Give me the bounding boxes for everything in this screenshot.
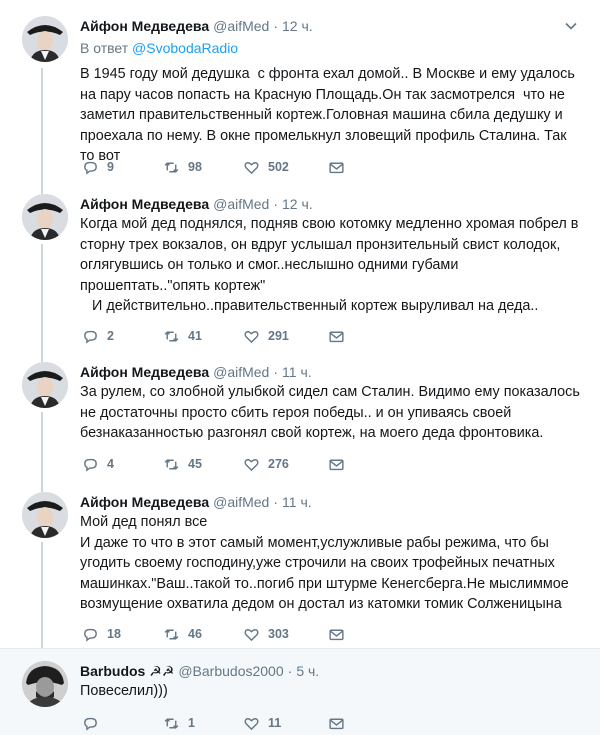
timestamp[interactable]: 12 ч. — [282, 196, 313, 212]
retweet-button[interactable] — [163, 713, 195, 733]
user-handle[interactable]: @Barbudos2000 — [178, 663, 284, 679]
avatar-image — [22, 194, 68, 240]
retweet-count: 41 — [188, 329, 202, 343]
retweet-button[interactable] — [163, 624, 202, 644]
direct-message-icon — [328, 159, 345, 176]
separator-dot: · — [273, 494, 279, 510]
tweet-header — [80, 194, 313, 214]
reply-count: 4 — [107, 457, 114, 471]
direct-message-button[interactable] — [328, 157, 353, 177]
tweet[interactable] — [0, 16, 600, 186]
timestamp[interactable]: 12 ч. — [282, 18, 313, 34]
like-icon — [243, 715, 260, 732]
tweet-header — [80, 661, 319, 681]
avatar[interactable] — [22, 16, 68, 62]
like-icon — [243, 328, 260, 345]
direct-message-icon — [328, 328, 345, 345]
direct-message-icon — [328, 626, 345, 643]
reply-icon — [82, 456, 99, 473]
direct-message-button[interactable] — [328, 326, 353, 346]
separator-dot: · — [273, 18, 279, 34]
reply-button[interactable] — [82, 454, 114, 474]
like-button[interactable] — [243, 624, 289, 644]
tweet-text: В 1945 году мой дедушка с фронта ехал домой.. В Москве и ему удалось на пару часов попасть на Красную Площадь.Он так засмотрелся что не заметил правительственный кортеж.Головная машина сбила дедушку и проехала по нему. В окне промелькнул зловещий профиль Сталина. Так то вот — [80, 66, 583, 164]
reply-prefix: В ответ — [80, 40, 133, 56]
timestamp[interactable]: 11 ч. — [282, 364, 312, 380]
avatar-image — [22, 661, 68, 707]
tweet-actions — [80, 624, 440, 644]
tweet[interactable] — [0, 492, 600, 648]
like-icon — [243, 456, 260, 473]
avatar[interactable] — [22, 194, 68, 240]
timestamp[interactable]: 11 ч. — [282, 494, 312, 510]
separator-dot: · — [273, 196, 279, 212]
display-name[interactable]: Айфон Медведева — [80, 494, 210, 510]
like-button[interactable] — [243, 713, 281, 733]
tweet-actions — [80, 454, 440, 474]
tweet-text: Мой дед понял все И даже то что в этот самый момент,услужливые рабы режима, что бы угодить своему господину,уже строчили на своих трофейных печатных машинках."Ваш..такой то..погиб при штурме Кенегсберга.Не мыслиммое возмущение охватила дедом он достал из катомки томик Солженицына — [80, 514, 569, 612]
retweet-count: 45 — [188, 457, 202, 471]
tweet-text: Когда мой дед поднялся, подняв свою котомку медленно хромая побрел в сторну трех вокзалов, он вдруг услышал пронзительный свист колодок, оглягувшись он только и смог..неслышно одними губами прошептать.."опять кортеж" И действительно..правительственный кортеж выруливал на деда.. — [80, 216, 579, 314]
retweet-icon — [163, 456, 180, 473]
reply-count: 18 — [107, 627, 121, 641]
like-count: 502 — [268, 160, 289, 174]
like-count: 291 — [268, 329, 289, 343]
like-button[interactable] — [243, 326, 289, 346]
tweet[interactable] — [0, 362, 600, 484]
tweet-actions — [80, 157, 440, 177]
like-icon — [243, 626, 260, 643]
tweet-header — [80, 362, 312, 382]
display-name[interactable]: Айфон Медведева — [80, 18, 210, 34]
reply-icon — [82, 626, 99, 643]
direct-message-button[interactable] — [328, 713, 353, 733]
chevron-down-icon[interactable] — [564, 19, 578, 33]
display-name[interactable]: Айфон Медведева — [80, 364, 210, 380]
retweet-button[interactable] — [163, 326, 202, 346]
reply-icon — [82, 159, 99, 176]
direct-message-icon — [328, 456, 345, 473]
reply-context — [80, 40, 238, 56]
avatar-image — [22, 362, 68, 408]
like-icon — [243, 159, 260, 176]
like-count: 303 — [268, 627, 289, 641]
avatar[interactable] — [22, 362, 68, 408]
reply-count: 9 — [107, 160, 114, 174]
retweet-icon — [163, 159, 180, 176]
separator-dot: · — [273, 364, 279, 380]
avatar-image — [22, 16, 68, 62]
tweet-header — [80, 492, 312, 512]
user-handle[interactable]: @aifMed — [213, 18, 270, 34]
direct-message-button[interactable] — [328, 624, 353, 644]
tweet-actions — [80, 713, 440, 733]
like-button[interactable] — [243, 157, 289, 177]
like-count: 11 — [268, 716, 282, 730]
retweet-icon — [163, 715, 180, 732]
retweet-count: 98 — [188, 160, 202, 174]
user-handle[interactable]: @aifMed — [213, 196, 270, 212]
display-name[interactable]: Айфон Медведева — [80, 196, 210, 212]
reply-to-link[interactable]: @SvobodaRadio — [132, 40, 239, 56]
tweet-text: Повеселил))) — [80, 683, 168, 699]
tweet[interactable] — [0, 194, 600, 354]
like-button[interactable] — [243, 454, 289, 474]
tweet-actions — [80, 326, 440, 346]
reply-icon — [82, 715, 99, 732]
reply-icon — [82, 328, 99, 345]
like-count: 276 — [268, 457, 289, 471]
retweet-count: 1 — [188, 716, 195, 730]
avatar[interactable] — [22, 661, 68, 707]
tweet-header — [80, 16, 313, 36]
retweet-icon — [163, 626, 180, 643]
retweet-icon — [163, 328, 180, 345]
avatar[interactable] — [22, 492, 68, 538]
separator-dot: · — [287, 663, 293, 679]
direct-message-icon — [328, 715, 345, 732]
reply-button[interactable] — [82, 157, 114, 177]
tweet-text: За рулем, со злобной улыбкой сидел сам Сталин. Видимо ему показалось не достаточны просто сбить героя победы.. и он упиваясь своей безнаказанностью разгонял свой кортеж, на моего деда фронтовика. — [80, 384, 584, 441]
reply-button[interactable] — [82, 713, 107, 733]
direct-message-button[interactable] — [328, 454, 353, 474]
reply-tweet[interactable] — [0, 648, 600, 735]
retweet-button[interactable] — [163, 454, 202, 474]
user-handle[interactable]: @aifMed — [213, 364, 270, 380]
display-name[interactable]: Barbudos ☭☭ — [80, 662, 175, 679]
reply-button[interactable] — [82, 624, 121, 644]
reply-count: 2 — [107, 329, 114, 343]
retweet-button[interactable] — [163, 157, 202, 177]
reply-button[interactable] — [82, 326, 114, 346]
retweet-count: 46 — [188, 627, 202, 641]
timestamp[interactable]: 5 ч. — [296, 663, 320, 679]
avatar-image — [22, 492, 68, 538]
user-handle[interactable]: @aifMed — [213, 494, 270, 510]
